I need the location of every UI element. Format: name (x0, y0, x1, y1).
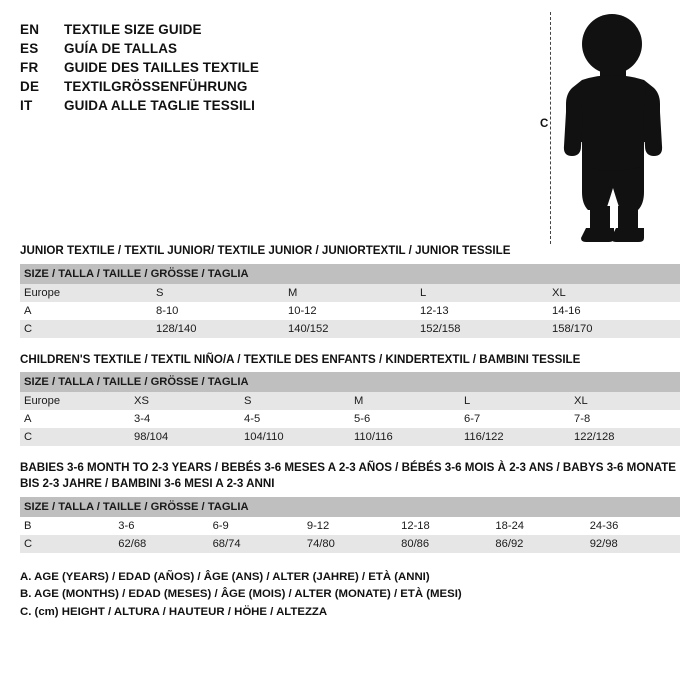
title-row-it (20, 98, 520, 113)
row-label-c: C (20, 428, 130, 446)
title-row-en (20, 22, 520, 37)
section-babies (20, 460, 680, 552)
table-column-header (20, 392, 680, 410)
footnote-b: B. AGE (MONTHS) / EDAD (MESES) / ÂGE (MOIS) / ALTER (MONATE) / ETÀ (MESI) (20, 588, 462, 601)
title-text-de: TEXTILGRÖSSENFÜHRUNG (64, 79, 248, 94)
row-label-b: B (20, 517, 114, 535)
footnote-c: C. (cm) HEIGHT / ALTURA / HAUTEUR / HÖHE / ALTEZZA (20, 605, 328, 618)
cell-b-4: 12-18 (397, 517, 491, 535)
col-head-region: Europe (20, 392, 130, 410)
cell-c-2: 68/74 (209, 535, 303, 553)
language-code-de: DE (20, 79, 40, 94)
table-row (20, 535, 680, 553)
table-row (20, 428, 680, 446)
band-label-children: SIZE / TALLA / TAILLE / GRÖSSE / TAGLIA (20, 372, 680, 392)
table-row (20, 410, 680, 428)
cell-a-xl: 14-16 (548, 302, 680, 320)
cell-c-s: 128/140 (152, 320, 284, 338)
col-head-m: M (284, 284, 416, 302)
cell-a-m: 5-6 (350, 410, 460, 428)
title-list (20, 16, 520, 117)
language-code-fr: FR (20, 60, 39, 75)
child-silhouette-figure (520, 8, 690, 248)
cell-b-5: 18-24 (491, 517, 585, 535)
title-text-fr: GUIDE DES TAILLES TEXTILE (64, 60, 260, 75)
section-children (20, 352, 680, 447)
cell-c-4: 80/86 (397, 535, 491, 553)
cell-c-xl: 158/170 (548, 320, 680, 338)
table-band-header (20, 264, 680, 284)
col-head-l: L (416, 284, 548, 302)
col-head-xl: XL (548, 284, 680, 302)
cell-b-2: 6-9 (209, 517, 303, 535)
band-label-babies: SIZE / TALLA / TAILLE / GRÖSSE / TAGLIA (20, 497, 680, 517)
cell-a-xs: 3-4 (130, 410, 240, 428)
size-table-babies (20, 497, 680, 553)
footnote-a: A. AGE (YEARS) / EDAD (AÑOS) / ÂGE (ANS) / ALTER (JAHRE) / ETÀ (ANNI) (20, 570, 430, 583)
footnotes (20, 569, 680, 622)
cell-a-xl: 7-8 (570, 410, 680, 428)
height-measure-label: C (540, 118, 549, 130)
cell-c-m: 110/116 (350, 428, 460, 446)
cell-a-l: 6-7 (460, 410, 570, 428)
section-title-junior: JUNIOR TEXTILE / TEXTIL JUNIOR/ TEXTILE JUNIOR / JUNIORTEXTIL / JUNIOR TESSILE (20, 244, 511, 257)
cell-c-xl: 122/128 (570, 428, 680, 446)
language-code-it: IT (20, 98, 33, 113)
col-head-xl: XL (570, 392, 680, 410)
table-row (20, 302, 680, 320)
table-row (20, 320, 680, 338)
cell-c-1: 62/68 (114, 535, 208, 553)
cell-c-xs: 98/104 (130, 428, 240, 446)
cell-c-5: 86/92 (491, 535, 585, 553)
title-row-fr (20, 60, 520, 75)
cell-c-6: 92/98 (586, 535, 680, 553)
cell-a-s: 8-10 (152, 302, 284, 320)
table-column-header (20, 284, 680, 302)
col-head-s: S (240, 392, 350, 410)
title-row-es (20, 41, 520, 56)
cell-a-m: 10-12 (284, 302, 416, 320)
language-code-en: EN (20, 22, 40, 37)
section-junior (20, 243, 680, 338)
cell-a-l: 12-13 (416, 302, 548, 320)
title-row-de (20, 79, 520, 94)
size-table-junior (20, 264, 680, 338)
row-label-c: C (20, 320, 152, 338)
table-band-header (20, 372, 680, 392)
cell-b-6: 24-36 (586, 517, 680, 535)
cell-c-l: 152/158 (416, 320, 548, 338)
title-text-en: TEXTILE SIZE GUIDE (64, 22, 202, 37)
title-text-es: GUÍA DE TALLAS (64, 41, 178, 56)
cell-c-3: 74/80 (303, 535, 397, 553)
cell-c-m: 140/152 (284, 320, 416, 338)
col-head-s: S (152, 284, 284, 302)
band-label-junior: SIZE / TALLA / TAILLE / GRÖSSE / TAGLIA (20, 264, 680, 284)
col-head-region: Europe (20, 284, 152, 302)
section-title-babies: BABIES 3-6 MONTH TO 2-3 YEARS / BEBÉS 3-6 MESES A 2-3 AÑOS / BÉBÉS 3-6 MOIS À 2-3 ANS / BABYS 3-6 MONATE BIS 2-3 JAHRE / BAMBINI 3-6 MESI A 2-3 ANNI (20, 461, 677, 490)
size-table-children (20, 372, 680, 446)
row-label-a: A (20, 302, 152, 320)
table-band-header (20, 497, 680, 517)
section-title-children: CHILDREN'S TEXTILE / TEXTIL NIÑO/A / TEXTILE DES ENFANTS / KINDERTEXTIL / BAMBINI TESSILE (20, 352, 581, 366)
row-label-a: A (20, 410, 130, 428)
cell-c-l: 116/122 (460, 428, 570, 446)
row-label-c: C (20, 535, 114, 553)
cell-a-s: 4-5 (240, 410, 350, 428)
table-row (20, 517, 680, 535)
language-code-es: ES (20, 41, 39, 56)
cell-c-s: 104/110 (240, 428, 350, 446)
col-head-xs: XS (130, 392, 240, 410)
cell-b-1: 3-6 (114, 517, 208, 535)
cell-b-3: 9-12 (303, 517, 397, 535)
col-head-m: M (350, 392, 460, 410)
col-head-l: L (460, 392, 570, 410)
title-text-it: GUIDA ALLE TAGLIE TESSILI (64, 98, 255, 113)
